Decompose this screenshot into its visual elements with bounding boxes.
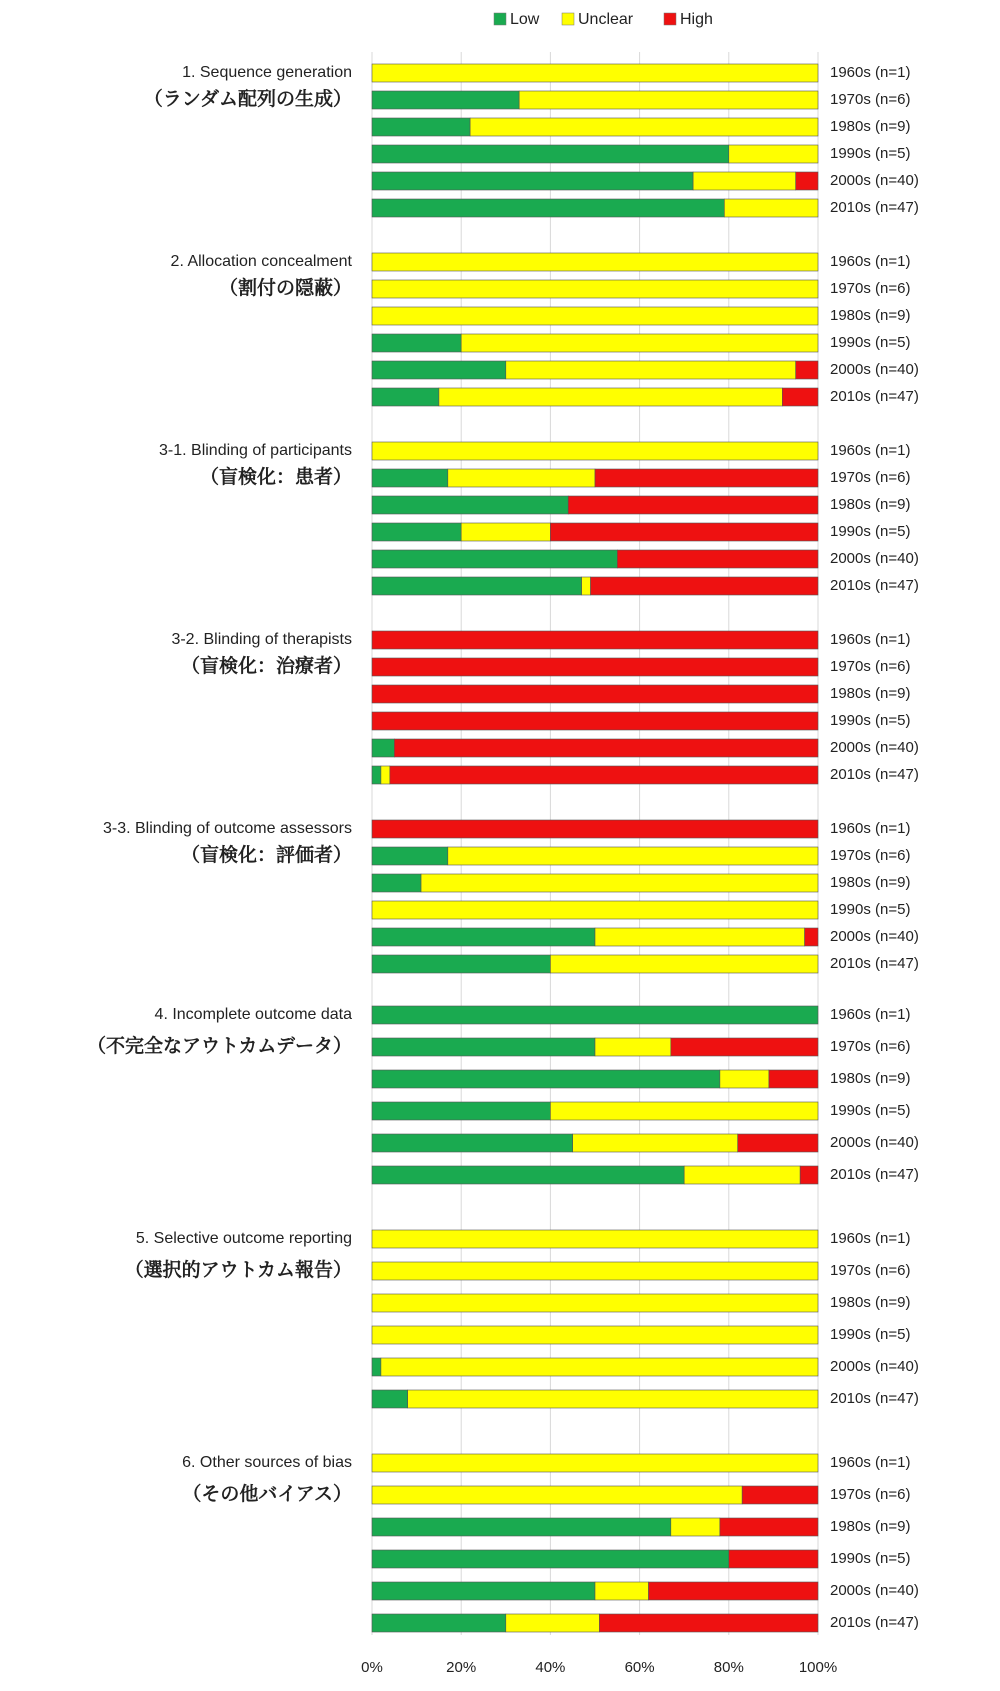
bar-segment-low xyxy=(372,1102,550,1120)
bar-segment-unclear xyxy=(421,874,818,892)
bar-segment-low xyxy=(372,739,394,757)
bar-segment-high xyxy=(372,658,818,676)
bar-segment-high xyxy=(550,523,818,541)
bar-segment-unclear xyxy=(372,1486,742,1504)
bar-segment-unclear xyxy=(372,1262,818,1280)
bar-segment-unclear xyxy=(729,145,818,163)
row-label: 1970s (n=6) xyxy=(830,90,911,108)
row-label: 2010s (n=47) xyxy=(830,1613,919,1631)
bar-segment-unclear xyxy=(381,1358,818,1376)
bar-segment-unclear xyxy=(381,766,390,784)
group-label-ja: （盲検化：評価者） xyxy=(180,845,352,867)
bar-segment-unclear xyxy=(372,442,818,460)
row-label: 1980s (n=9) xyxy=(830,684,911,702)
legend-swatch xyxy=(494,13,506,25)
bar-segment-high xyxy=(390,766,818,784)
row-label: 2010s (n=47) xyxy=(830,1389,919,1407)
row-label: 1970s (n=6) xyxy=(830,1037,911,1055)
bar-segment-unclear xyxy=(372,280,818,298)
bar-segment-low xyxy=(372,1166,684,1184)
row-label: 2000s (n=40) xyxy=(830,738,919,756)
bar-segment-high xyxy=(805,928,818,946)
row-label: 1980s (n=9) xyxy=(830,306,911,324)
group-label: 4. Incomplete outcome data xyxy=(154,1006,352,1024)
bar-segment-unclear xyxy=(461,523,550,541)
row-label: 1990s (n=5) xyxy=(830,1101,911,1119)
bar-segment-unclear xyxy=(448,847,818,865)
x-tick-label: 0% xyxy=(361,1658,383,1676)
bar-segment-low xyxy=(372,172,693,190)
legend-swatch xyxy=(664,13,676,25)
bar-segment-unclear xyxy=(519,91,818,109)
row-label: 2000s (n=40) xyxy=(830,549,919,567)
bar-segment-high xyxy=(649,1582,818,1600)
bar-segment-unclear xyxy=(573,1134,738,1152)
bar-segment-low xyxy=(372,118,470,136)
legend-label: High xyxy=(680,11,713,29)
row-label: 1960s (n=1) xyxy=(830,1229,911,1247)
bar-segment-high xyxy=(671,1038,818,1056)
bar-segment-high xyxy=(372,712,818,730)
bar-segment-high xyxy=(769,1070,818,1088)
legend-label: Low xyxy=(510,11,540,29)
bar-segment-low xyxy=(372,1038,595,1056)
row-label: 2010s (n=47) xyxy=(830,1165,919,1183)
bar-segment-low xyxy=(372,1070,720,1088)
bar-segment-unclear xyxy=(595,1038,671,1056)
legend-label: Unclear xyxy=(578,11,634,29)
bar-segment-unclear xyxy=(372,307,818,325)
group-label-ja: （盲検化：治療者） xyxy=(180,656,352,678)
row-label: 2000s (n=40) xyxy=(830,1357,919,1375)
bar-segment-unclear xyxy=(372,1326,818,1344)
bar-segment-low xyxy=(372,91,519,109)
bar-segment-unclear xyxy=(470,118,818,136)
legend-swatch xyxy=(562,13,574,25)
bar-segment-high xyxy=(599,1614,818,1632)
row-label: 1990s (n=5) xyxy=(830,900,911,918)
bar-segment-low xyxy=(372,388,439,406)
bar-segment-low xyxy=(372,496,568,514)
row-label: 2000s (n=40) xyxy=(830,1581,919,1599)
row-label: 1990s (n=5) xyxy=(830,711,911,729)
bar-segment-unclear xyxy=(372,1454,818,1472)
group-label: 3-3. Blinding of outcome assessors xyxy=(102,820,352,838)
bar-segment-low xyxy=(372,469,448,487)
bar-segment-low xyxy=(372,1134,573,1152)
bar-segment-unclear xyxy=(372,901,818,919)
bar-segment-unclear xyxy=(684,1166,800,1184)
bar-segment-low xyxy=(372,874,421,892)
row-label: 1990s (n=5) xyxy=(830,522,911,540)
group-label: 2. Allocation concealment xyxy=(170,253,352,271)
row-label: 1990s (n=5) xyxy=(830,144,911,162)
bar-segment-unclear xyxy=(582,577,591,595)
bar-segment-low xyxy=(372,1358,381,1376)
row-label: 1990s (n=5) xyxy=(830,1325,911,1343)
row-label: 1960s (n=1) xyxy=(830,252,911,270)
row-label: 1970s (n=6) xyxy=(830,1485,911,1503)
row-label: 1980s (n=9) xyxy=(830,1517,911,1535)
row-label: 2000s (n=40) xyxy=(830,1133,919,1151)
row-label: 1980s (n=9) xyxy=(830,873,911,891)
bar-segment-high xyxy=(595,469,818,487)
row-label: 1990s (n=5) xyxy=(830,333,911,351)
bar-segment-high xyxy=(591,577,818,595)
bar-segment-unclear xyxy=(439,388,782,406)
bar-segment-unclear xyxy=(671,1518,720,1536)
group-label: 5. Selective outcome reporting xyxy=(135,1230,352,1248)
bar-segment-low xyxy=(372,928,595,946)
bar-segment-low xyxy=(372,577,582,595)
bar-segment-low xyxy=(372,766,381,784)
group-label-ja: （選択的アウトカム報告） xyxy=(124,1260,352,1282)
bar-segment-unclear xyxy=(595,928,805,946)
group-label: 3-1. Blinding of participants xyxy=(159,442,352,460)
row-label: 1980s (n=9) xyxy=(830,117,911,135)
x-tick-label: 20% xyxy=(446,1658,477,1676)
bar-segment-high xyxy=(796,172,818,190)
bar-segment-unclear xyxy=(506,1614,600,1632)
row-label: 1960s (n=1) xyxy=(830,1005,911,1023)
row-label: 1960s (n=1) xyxy=(830,441,911,459)
bar-segment-high xyxy=(729,1550,818,1568)
group-label: 1. Sequence generation xyxy=(182,64,352,82)
row-label: 1970s (n=6) xyxy=(830,1261,911,1279)
row-label: 2010s (n=47) xyxy=(830,954,919,972)
bar-segment-low xyxy=(372,1550,729,1568)
group-label-ja: （割付の隠蔽） xyxy=(218,278,352,300)
bar-segment-low xyxy=(372,199,724,217)
group-label-ja: （盲検化：患者） xyxy=(199,467,352,489)
bar-segment-unclear xyxy=(595,1582,649,1600)
row-label: 1960s (n=1) xyxy=(830,630,911,648)
x-tick-label: 100% xyxy=(798,1658,838,1676)
bar-segment-low xyxy=(372,955,550,973)
bar-segment-unclear xyxy=(372,253,818,271)
row-label: 1990s (n=5) xyxy=(830,1549,911,1567)
bar-segment-low xyxy=(372,1390,408,1408)
bar-segment-low xyxy=(372,334,461,352)
row-label: 1980s (n=9) xyxy=(830,1293,911,1311)
bar-segment-low xyxy=(372,1518,671,1536)
bar-segment-high xyxy=(394,739,818,757)
bar-segment-unclear xyxy=(448,469,595,487)
row-label: 1970s (n=6) xyxy=(830,468,911,486)
row-label: 1970s (n=6) xyxy=(830,657,911,675)
row-label: 2010s (n=47) xyxy=(830,765,919,783)
row-label: 2000s (n=40) xyxy=(830,360,919,378)
bar-segment-unclear xyxy=(550,955,818,973)
bar-segment-high xyxy=(617,550,818,568)
bar-segment-unclear xyxy=(461,334,818,352)
bar-segment-unclear xyxy=(720,1070,769,1088)
bar-segment-low xyxy=(372,523,461,541)
bar-segment-high xyxy=(782,388,818,406)
bar-segment-high xyxy=(742,1486,818,1504)
row-label: 2010s (n=47) xyxy=(830,198,919,216)
bar-segment-unclear xyxy=(724,199,818,217)
x-tick-label: 40% xyxy=(535,1658,566,1676)
bar-segment-low xyxy=(372,361,506,379)
row-label: 2000s (n=40) xyxy=(830,171,919,189)
group-label-ja: （不完全なアウトカムデータ） xyxy=(86,1036,352,1058)
bar-segment-unclear xyxy=(550,1102,818,1120)
bar-segment-unclear xyxy=(372,1230,818,1248)
bar-segment-unclear xyxy=(372,64,818,82)
row-label: 1960s (n=1) xyxy=(830,819,911,837)
group-label-ja: （その他バイアス） xyxy=(182,1484,352,1506)
bar-segment-low xyxy=(372,550,617,568)
bar-segment-low xyxy=(372,1006,818,1024)
bar-segment-high xyxy=(720,1518,818,1536)
group-label: 6. Other sources of bias xyxy=(182,1454,352,1472)
group-label: 3-2. Blinding of therapists xyxy=(171,631,352,649)
bar-segment-high xyxy=(738,1134,818,1152)
row-label: 2000s (n=40) xyxy=(830,927,919,945)
bar-segment-unclear xyxy=(372,1294,818,1312)
row-label: 1960s (n=1) xyxy=(830,1453,911,1471)
bar-segment-unclear xyxy=(693,172,796,190)
row-label: 1960s (n=1) xyxy=(830,63,911,81)
bar-segment-low xyxy=(372,145,729,163)
group-label-ja: （ランダム配列の生成） xyxy=(143,89,352,111)
row-label: 2010s (n=47) xyxy=(830,387,919,405)
row-label: 2010s (n=47) xyxy=(830,576,919,594)
bar-segment-high xyxy=(800,1166,818,1184)
row-label: 1980s (n=9) xyxy=(830,495,911,513)
bar-segment-high xyxy=(568,496,818,514)
bar-segment-high xyxy=(796,361,818,379)
bar-segment-high xyxy=(372,685,818,703)
x-tick-label: 60% xyxy=(624,1658,655,1676)
bar-segment-low xyxy=(372,1582,595,1600)
bar-segment-unclear xyxy=(408,1390,818,1408)
bar-segment-unclear xyxy=(506,361,796,379)
row-label: 1980s (n=9) xyxy=(830,1069,911,1087)
bar-segment-low xyxy=(372,847,448,865)
bar-segment-high xyxy=(372,820,818,838)
row-label: 1970s (n=6) xyxy=(830,846,911,864)
bar-segment-low xyxy=(372,1614,506,1632)
row-label: 1970s (n=6) xyxy=(830,279,911,297)
bar-segment-high xyxy=(372,631,818,649)
x-tick-label: 80% xyxy=(713,1658,744,1676)
